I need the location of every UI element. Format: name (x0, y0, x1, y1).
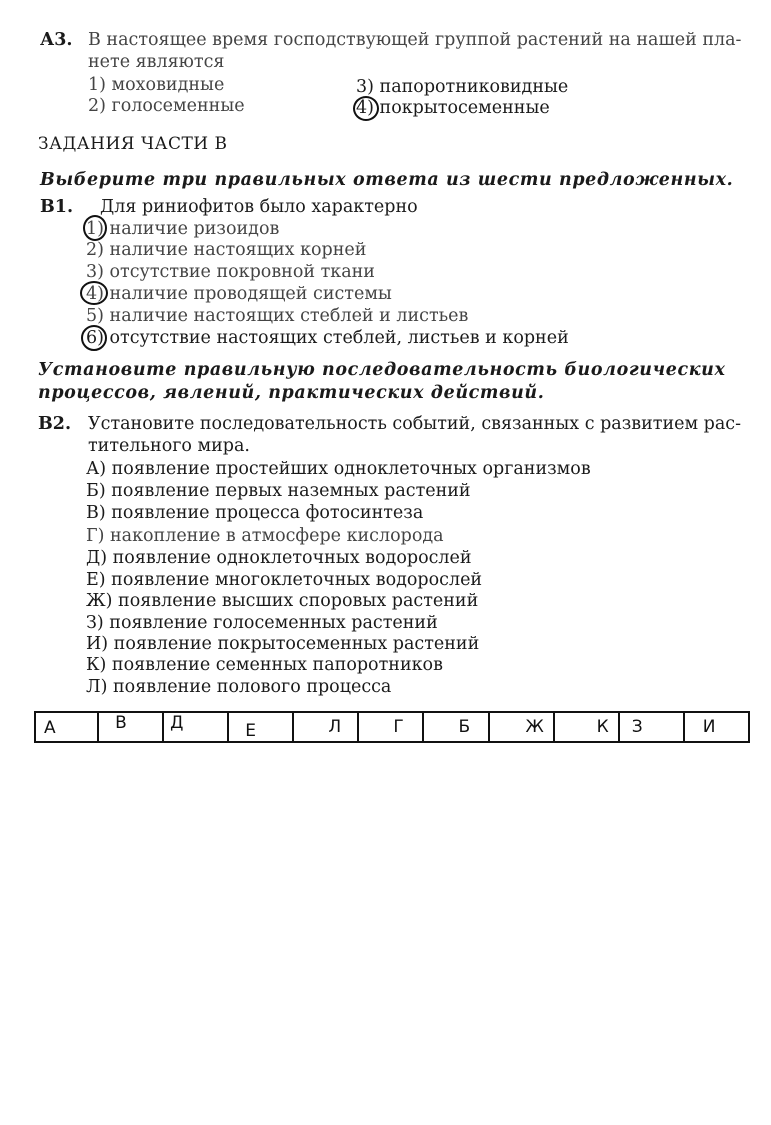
selected-answer-circle (83, 215, 107, 241)
selected-answer-circle (353, 96, 379, 121)
question-a3-stem-line2: нете являются (88, 52, 225, 72)
instruction-sequence-line1: Установите правильную последовательность биологических (38, 360, 726, 380)
b2-option-d: Д) появление одноклеточных водорослей (86, 548, 472, 568)
answer-cell-letter: Л (328, 717, 342, 737)
answer-cell-letter: А (44, 718, 56, 738)
b2-option-k: К) появление семенных папоротников (86, 655, 443, 675)
answer-cell[interactable] (163, 712, 228, 742)
answer-cell[interactable] (619, 712, 684, 742)
answer-cell[interactable] (228, 712, 293, 742)
selected-answer-circle (80, 281, 108, 305)
question-a3-stem-line1: В настоящее время господствующей группой растений на нашей пла- (88, 30, 742, 50)
a3-option-2: 2) голосеменные (88, 96, 245, 116)
answer-cell-letter: Е (245, 721, 256, 741)
answer-cell[interactable] (98, 712, 163, 742)
selected-answer-circle (81, 325, 107, 351)
b2-option-g: Г) накопление в атмосфере кислорода (86, 526, 444, 546)
answer-cell-letter: И (702, 717, 716, 737)
answer-cell-letter: Г (393, 717, 404, 737)
answer-cell-letter: Д (170, 713, 184, 733)
a3-option-1: 1) моховидные (88, 75, 225, 95)
question-b1-stem: Для риниофитов было характерно (100, 197, 418, 217)
question-b2-stem-line2: тительного мира. (88, 436, 250, 456)
b1-option-3: 3) отсутствие покровной ткани (86, 262, 375, 282)
b2-option-v: В) появление процесса фотосинтеза (86, 503, 424, 523)
answer-cell[interactable] (423, 712, 488, 742)
answer-grid (34, 711, 750, 743)
answer-cell-letter: К (596, 717, 609, 737)
answer-cell[interactable] (358, 712, 423, 742)
answer-cell[interactable] (489, 712, 554, 742)
b2-option-a: А) появление простейших одноклеточных организмов (86, 459, 591, 479)
question-b1-label: В1. (40, 197, 74, 217)
answer-cell[interactable] (684, 712, 749, 742)
instruction-choose-three: Выберите три правильных ответа из шести предложенных. (40, 170, 734, 190)
b1-option-5: 5) наличие настоящих стеблей и листьев (86, 306, 469, 326)
answer-grid-row (35, 712, 749, 742)
answer-cell-letter: Ж (525, 717, 544, 737)
a3-option-3: 3) папоротниковидные (356, 77, 569, 97)
question-b2-label: В2. (38, 414, 72, 434)
b2-option-z: З) появление голосеменных растений (86, 613, 438, 633)
b1-option-1: 1) наличие ризоидов (86, 219, 280, 239)
b1-option-4: 4) наличие проводящей системы (86, 284, 392, 304)
b2-option-zh: Ж) появление высших споровых растений (86, 591, 479, 611)
a3-option-4: 4) покрытосеменные (356, 98, 550, 118)
answer-cell[interactable] (293, 712, 358, 742)
answer-cell-letter: В (115, 713, 127, 733)
b2-option-i: И) появление покрытосеменных растений (86, 634, 480, 654)
question-a3-label: А3. (40, 30, 73, 50)
question-b2-stem-line1: Установите последовательность событий, связанных с развитием рас- (88, 414, 741, 434)
b1-option-6: 6) отсутствие настоящих стеблей, листьев и корней (86, 328, 569, 348)
part-b-heading: ЗАДАНИЯ ЧАСТИ В (38, 134, 228, 154)
b2-option-e: Е) появление многоклеточных водорослей (86, 570, 483, 590)
b1-option-2: 2) наличие настоящих корней (86, 240, 367, 260)
instruction-sequence-line2: процессов, явлений, практических действий. (38, 383, 545, 403)
b2-option-l: Л) появление полового процесса (86, 677, 392, 697)
answer-cell[interactable] (554, 712, 619, 742)
answer-cell-letter: Б (458, 717, 471, 737)
answer-cell-letter: З (631, 717, 643, 737)
b2-option-b: Б) появление первых наземных растений (86, 481, 471, 501)
answer-cell[interactable] (35, 712, 98, 742)
